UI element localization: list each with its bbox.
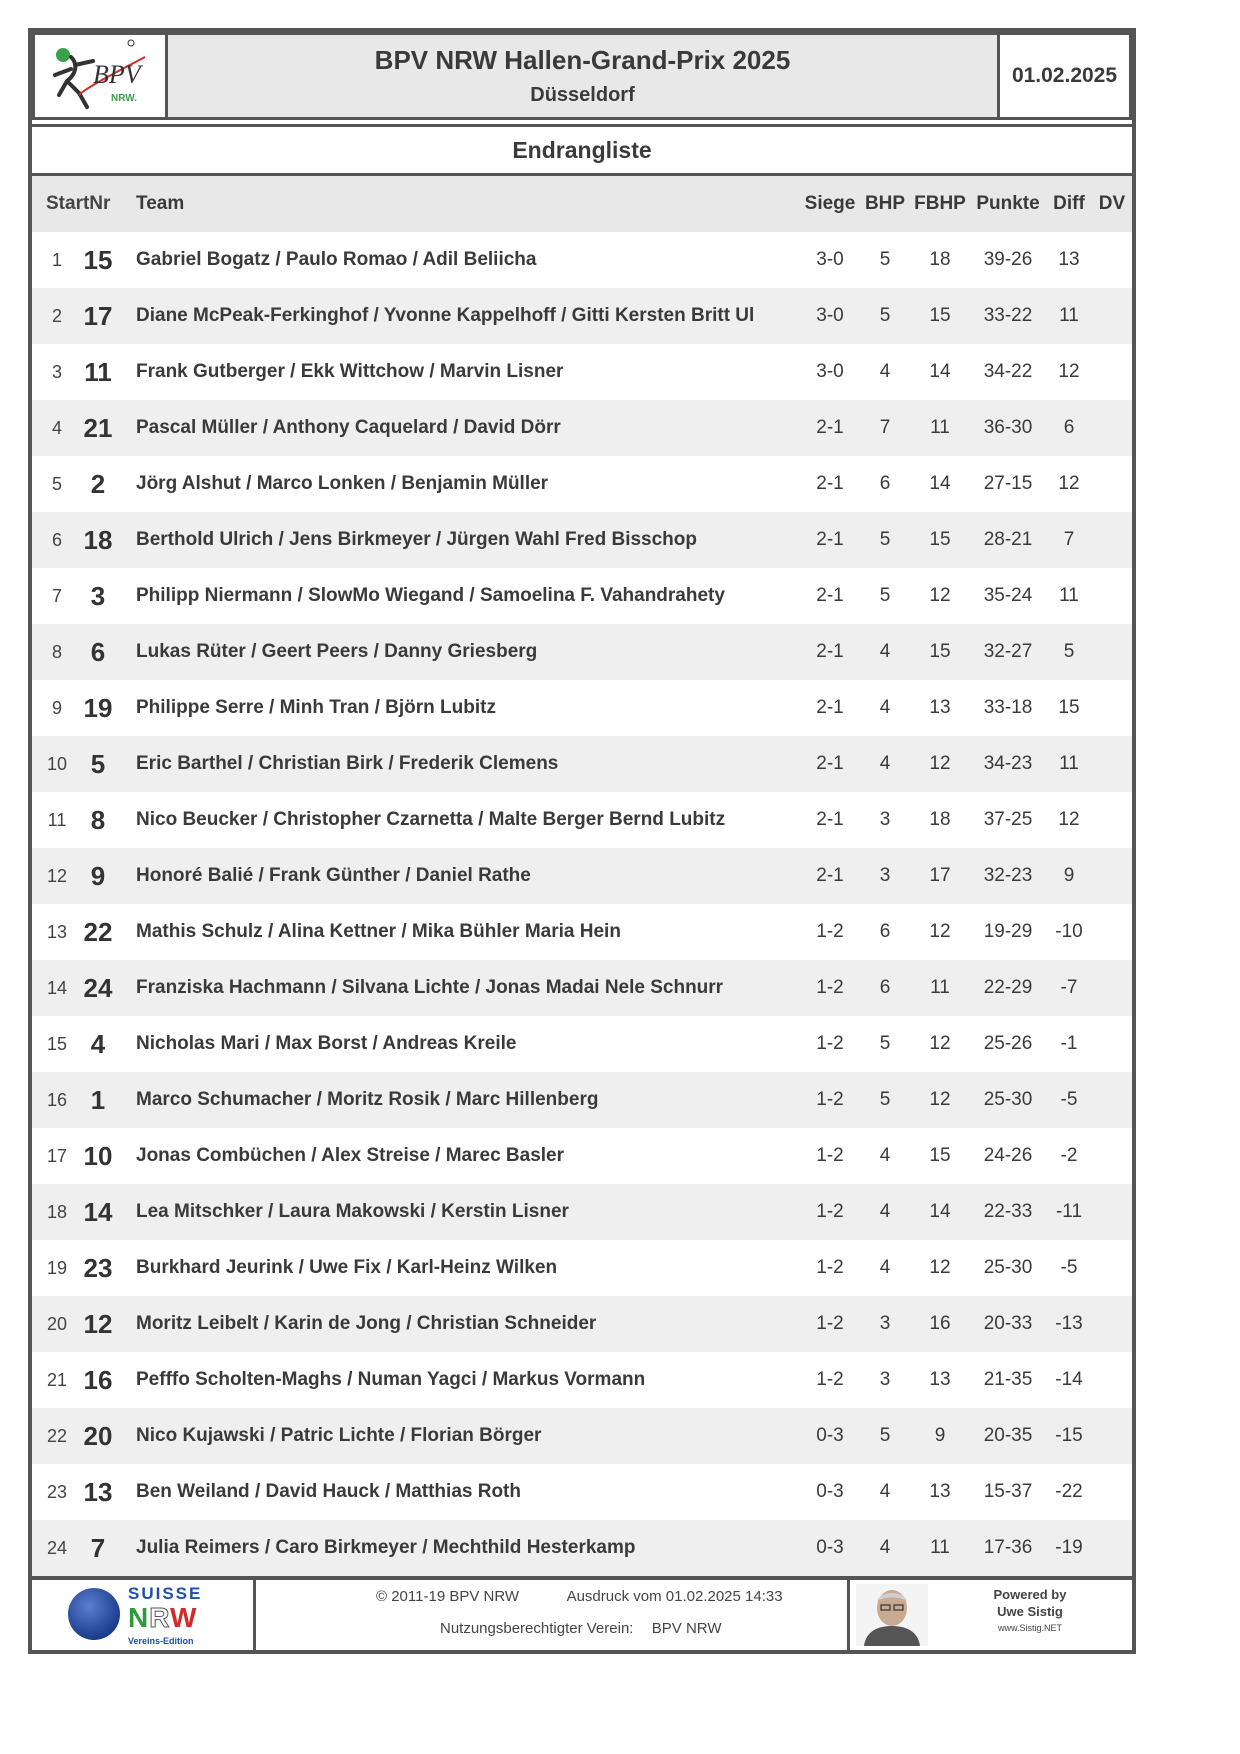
col-bhp: BHP <box>864 193 906 214</box>
cell-team: Gabriel Bogatz / Paulo Romao / Adil Beliicha <box>136 249 537 270</box>
cell-dv <box>1094 568 1130 624</box>
cell-siege: 2-1 <box>816 417 844 438</box>
cell-start: 3 <box>90 581 106 611</box>
table-row <box>32 736 1132 792</box>
cell-siege: 1-2 <box>816 1145 844 1166</box>
cell-team: Nico Kujawski / Patric Lichte / Florian Börger <box>136 1425 542 1446</box>
cell-rank: 16 <box>46 1090 68 1110</box>
cell-siege: 1-2 <box>816 921 844 942</box>
cell-fbhp: 15 <box>929 529 951 550</box>
cell-rank: 8 <box>51 642 62 662</box>
cell-diff: 12 <box>1058 473 1080 494</box>
cell-rank: 11 <box>47 810 67 830</box>
cell-punkte: 39-26 <box>983 249 1033 270</box>
cell-fbhp: 15 <box>929 641 951 662</box>
cell-bhp: 4 <box>879 697 891 718</box>
cell-rank: 22 <box>46 1426 68 1446</box>
cell-siege: 1-2 <box>816 977 844 998</box>
cell-team: Nico Beucker / Christopher Czarnetta / Malte Berger Bernd Lubitz <box>136 809 726 830</box>
page-subtitle: Endrangliste <box>32 124 1132 176</box>
cell-fbhp: 11 <box>930 1537 950 1558</box>
cell-fbhp: 11 <box>930 977 950 998</box>
cell-dv <box>1094 960 1130 1016</box>
cell-diff: -2 <box>1060 1145 1078 1166</box>
cell-bhp: 3 <box>879 865 891 886</box>
cell-team: Honoré Balié / Frank Günther / Daniel Rathe <box>136 865 531 886</box>
cell-siege: 1-2 <box>816 1257 844 1278</box>
svg-text:BPV: BPV <box>93 60 141 89</box>
cell-diff: 11 <box>1059 305 1079 326</box>
cell-start: 21 <box>83 413 113 443</box>
table-row <box>32 1016 1132 1072</box>
cell-siege: 3-0 <box>816 361 844 382</box>
cell-team: Lea Mitschker / Laura Makowski / Kerstin Lisner <box>136 1201 569 1222</box>
cell-dv <box>1094 624 1130 680</box>
cell-dv <box>1094 1296 1130 1352</box>
cell-start: 14 <box>83 1197 113 1227</box>
cell-bhp: 3 <box>879 809 891 830</box>
cell-diff: 7 <box>1063 529 1075 550</box>
cell-team: Nicholas Mari / Max Borst / Andreas Kreile <box>136 1033 517 1054</box>
cell-dv <box>1094 1408 1130 1464</box>
cell-team: Franziska Hachmann / Silvana Lichte / Jonas Madai Nele Schnurr <box>136 977 724 998</box>
cell-dv <box>1094 344 1130 400</box>
cell-punkte: 22-33 <box>983 1201 1033 1222</box>
cell-start: 20 <box>83 1421 113 1451</box>
cell-start: 5 <box>90 749 106 779</box>
table-row <box>32 344 1132 400</box>
cell-start: 2 <box>90 469 106 499</box>
cell-punkte: 21-35 <box>983 1369 1033 1390</box>
cell-rank: 9 <box>51 698 62 718</box>
suisse-nrw-logo <box>32 1580 256 1650</box>
cell-dv <box>1094 848 1130 904</box>
table-row <box>32 680 1132 736</box>
table-row <box>32 568 1132 624</box>
cell-team: Moritz Leibelt / Karin de Jong / Christian Schneider <box>136 1313 597 1334</box>
cell-siege: 2-1 <box>816 473 844 494</box>
cell-rank: 20 <box>46 1314 68 1334</box>
cell-fbhp: 11 <box>930 417 950 438</box>
cell-rank: 3 <box>51 362 62 382</box>
cell-siege: 2-1 <box>816 529 844 550</box>
cell-diff: -13 <box>1055 1313 1083 1334</box>
cell-bhp: 6 <box>879 977 891 998</box>
author-url: www.Sistig.NET <box>997 1623 1062 1633</box>
table-row <box>32 1520 1132 1576</box>
cell-diff: -22 <box>1055 1481 1083 1502</box>
cell-siege: 1-2 <box>816 1089 844 1110</box>
cell-fbhp: 13 <box>929 697 951 718</box>
ranking-table <box>32 176 1132 1576</box>
cell-team: Pascal Müller / Anthony Caquelard / David Dörr <box>136 417 561 438</box>
cell-start: 4 <box>90 1029 106 1059</box>
cell-start: 6 <box>90 637 106 667</box>
cell-team: Mathis Schulz / Alina Kettner / Mika Bühler Maria Hein <box>136 921 621 942</box>
cell-dv <box>1094 736 1130 792</box>
cell-start: 16 <box>83 1365 113 1395</box>
cell-start: 24 <box>83 973 113 1003</box>
club-label: Nutzungsberechtigter Verein: <box>440 1620 634 1637</box>
cell-team: Philippe Serre / Minh Tran / Björn Lubitz <box>136 697 496 718</box>
cell-punkte: 25-26 <box>983 1033 1033 1054</box>
cell-diff: -5 <box>1060 1089 1078 1110</box>
cell-punkte: 32-27 <box>983 641 1033 662</box>
logo-suisse: SUISSE <box>128 1584 203 1603</box>
cell-diff: -19 <box>1055 1537 1083 1558</box>
cell-start: 19 <box>83 693 113 723</box>
cell-dv <box>1094 1464 1130 1520</box>
cell-punkte: 32-23 <box>983 865 1033 886</box>
cell-punkte: 27-15 <box>983 473 1033 494</box>
cell-bhp: 6 <box>879 921 891 942</box>
cell-punkte: 25-30 <box>983 1257 1033 1278</box>
cell-team: Diane McPeak-Ferkinghof / Yvonne Kappelhoff / Gitti Kersten Britt Ul <box>136 305 755 326</box>
cell-bhp: 4 <box>879 1145 891 1166</box>
cell-siege: 0-3 <box>816 1481 844 1502</box>
powered-by: Powered by Uwe Sistig www.Sistig.NET <box>932 1586 1128 1637</box>
cell-bhp: 6 <box>879 473 891 494</box>
cell-punkte: 33-18 <box>983 697 1033 718</box>
cell-bhp: 5 <box>879 1033 891 1054</box>
cell-start: 22 <box>83 917 113 947</box>
cell-fbhp: 12 <box>929 585 951 606</box>
cell-fbhp: 12 <box>929 753 951 774</box>
cell-rank: 5 <box>51 474 62 494</box>
cell-rank: 17 <box>46 1146 68 1166</box>
cell-team: Burkhard Jeurink / Uwe Fix / Karl-Heinz Wilken <box>136 1257 558 1278</box>
table-row <box>32 1464 1132 1520</box>
cell-diff: 15 <box>1058 697 1080 718</box>
table-row <box>32 1352 1132 1408</box>
cell-start: 9 <box>90 861 106 891</box>
result-sheet <box>28 28 1136 1654</box>
cell-fbhp: 18 <box>929 809 951 830</box>
col-fbhp: FBHP <box>914 193 966 214</box>
cell-bhp: 4 <box>879 641 891 662</box>
table-body <box>32 232 1132 1576</box>
cell-team: Jonas Combüchen / Alex Streise / Marec Basler <box>136 1145 565 1166</box>
cell-siege: 1-2 <box>816 1369 844 1390</box>
cell-rank: 12 <box>46 866 68 886</box>
table-row <box>32 624 1132 680</box>
table-row <box>32 1240 1132 1296</box>
table-row <box>32 1184 1132 1240</box>
table-row <box>32 512 1132 568</box>
cell-dv <box>1094 232 1130 288</box>
cell-dv <box>1094 1520 1130 1576</box>
title-box <box>168 32 1000 120</box>
cell-siege: 2-1 <box>816 753 844 774</box>
cell-dv <box>1094 400 1130 456</box>
cell-dv <box>1094 1016 1130 1072</box>
cell-siege: 2-1 <box>816 697 844 718</box>
cell-fbhp: 12 <box>929 921 951 942</box>
cell-fbhp: 12 <box>929 1033 951 1054</box>
cell-fbhp: 9 <box>934 1425 946 1446</box>
cell-dv <box>1094 456 1130 512</box>
table-row <box>32 1128 1132 1184</box>
cell-punkte: 15-37 <box>983 1481 1033 1502</box>
cell-rank: 15 <box>46 1034 68 1054</box>
cell-siege: 1-2 <box>816 1033 844 1054</box>
cell-team: Pefffo Scholten-Maghs / Numan Yagci / Markus Vormann <box>136 1369 646 1390</box>
cell-bhp: 3 <box>879 1313 891 1334</box>
cell-start: 7 <box>90 1533 106 1563</box>
cell-fbhp: 15 <box>929 1145 951 1166</box>
cell-punkte: 20-33 <box>983 1313 1033 1334</box>
cell-diff: 11 <box>1059 753 1079 774</box>
cell-diff: 6 <box>1063 417 1075 438</box>
col-startnr: StartNr <box>46 193 111 214</box>
cell-siege: 3-0 <box>816 249 844 270</box>
cell-siege: 2-1 <box>816 585 844 606</box>
cell-team: Frank Gutberger / Ekk Wittchow / Marvin Lisner <box>136 361 564 382</box>
cell-start: 23 <box>83 1253 113 1283</box>
cell-start: 15 <box>83 245 113 275</box>
cell-diff: 9 <box>1063 865 1075 886</box>
cell-punkte: 36-30 <box>983 417 1033 438</box>
cell-fbhp: 14 <box>929 473 951 494</box>
cell-bhp: 5 <box>879 1089 891 1110</box>
cell-punkte: 25-30 <box>983 1089 1033 1110</box>
cell-bhp: 4 <box>879 1257 891 1278</box>
col-siege: Siege <box>804 193 856 214</box>
table-row <box>32 456 1132 512</box>
cell-punkte: 17-36 <box>983 1537 1033 1558</box>
table-row <box>32 848 1132 904</box>
cell-rank: 24 <box>46 1538 68 1558</box>
cell-punkte: 28-21 <box>983 529 1033 550</box>
cell-rank: 10 <box>46 754 68 774</box>
cell-dv <box>1094 1352 1130 1408</box>
cell-rank: 6 <box>51 530 62 550</box>
cell-diff: 5 <box>1063 641 1075 662</box>
cell-bhp: 5 <box>879 585 891 606</box>
col-dv: DV <box>1098 193 1126 214</box>
club-name: BPV NRW <box>651 1620 722 1637</box>
cell-team: Philipp Niermann / SlowMo Wiegand / Samoelina F. Vahandrahety <box>136 585 725 606</box>
cell-rank: 1 <box>51 250 62 270</box>
footer-info <box>256 1580 850 1650</box>
cell-diff: -1 <box>1060 1033 1078 1054</box>
cell-siege: 0-3 <box>816 1425 844 1446</box>
cell-fbhp: 16 <box>929 1313 951 1334</box>
cell-dv <box>1094 512 1130 568</box>
event-location: Düsseldorf <box>530 84 635 106</box>
globe-icon <box>66 1586 122 1642</box>
footer <box>32 1576 1132 1650</box>
col-diff: Diff <box>1053 193 1085 214</box>
cell-start: 17 <box>83 301 113 331</box>
copyright: © 2011-19 BPV NRW <box>376 1588 520 1605</box>
cell-fbhp: 13 <box>929 1481 951 1502</box>
cell-punkte: 37-25 <box>983 809 1033 830</box>
bpv-logo <box>32 32 168 120</box>
event-title: BPV NRW Hallen-Grand-Prix 2025 <box>374 45 791 75</box>
cell-diff: 11 <box>1059 585 1079 606</box>
cell-team: Berthold Ulrich / Jens Birkmeyer / Jürgen Wahl Fred Bisschop <box>136 529 697 550</box>
cell-diff: -11 <box>1055 1201 1083 1222</box>
cell-dv <box>1094 1240 1130 1296</box>
print-date: Ausdruck vom 01.02.2025 14:33 <box>566 1588 783 1605</box>
cell-fbhp: 17 <box>929 865 951 886</box>
author-photo-icon <box>856 1584 928 1646</box>
cell-siege: 2-1 <box>816 641 844 662</box>
cell-punkte: 33-22 <box>983 305 1033 326</box>
cell-rank: 7 <box>51 586 62 606</box>
cell-dv <box>1094 1184 1130 1240</box>
col-team: Team <box>136 193 185 214</box>
cell-bhp: 3 <box>879 1369 891 1390</box>
table-row <box>32 792 1132 848</box>
cell-rank: 13 <box>46 922 68 942</box>
cell-punkte: 19-29 <box>983 921 1033 942</box>
table-row <box>32 960 1132 1016</box>
cell-team: Eric Barthel / Christian Birk / Frederik Clemens <box>136 753 559 774</box>
cell-dv <box>1094 904 1130 960</box>
cell-diff: -5 <box>1060 1257 1078 1278</box>
cell-rank: 21 <box>46 1370 68 1390</box>
cell-punkte: 24-26 <box>983 1145 1033 1166</box>
cell-punkte: 35-24 <box>983 585 1033 606</box>
cell-dv <box>1094 288 1130 344</box>
cell-bhp: 4 <box>879 1201 891 1222</box>
cell-start: 10 <box>83 1141 113 1171</box>
table-row <box>32 400 1132 456</box>
table-row <box>32 288 1132 344</box>
col-punkte: Punkte <box>976 193 1040 214</box>
logo-nrw: NRW <box>128 1602 198 1633</box>
cell-diff: 12 <box>1058 809 1080 830</box>
cell-bhp: 7 <box>879 417 891 438</box>
cell-siege: 1-2 <box>816 1313 844 1334</box>
cell-diff: -14 <box>1055 1369 1083 1390</box>
svg-text:NRW.: NRW. <box>111 93 137 104</box>
cell-fbhp: 12 <box>929 1257 951 1278</box>
event-date: 01.02.2025 <box>1000 32 1132 120</box>
cell-team: Lukas Rüter / Geert Peers / Danny Griesberg <box>136 641 538 662</box>
cell-punkte: 20-35 <box>983 1425 1033 1446</box>
cell-bhp: 5 <box>879 305 891 326</box>
cell-siege: 1-2 <box>816 1201 844 1222</box>
cell-rank: 2 <box>51 306 62 326</box>
cell-diff: -10 <box>1055 921 1083 942</box>
table-row <box>32 1296 1132 1352</box>
cell-fbhp: 14 <box>929 361 951 382</box>
cell-punkte: 22-29 <box>983 977 1033 998</box>
cell-bhp: 4 <box>879 1481 891 1502</box>
cell-start: 13 <box>83 1477 113 1507</box>
cell-siege: 2-1 <box>816 809 844 830</box>
cell-punkte: 34-22 <box>983 361 1033 382</box>
cell-start: 8 <box>90 805 106 835</box>
cell-fbhp: 13 <box>929 1369 951 1390</box>
cell-rank: 14 <box>46 978 68 998</box>
cell-diff: -15 <box>1055 1425 1083 1446</box>
header <box>32 32 1132 122</box>
table-row <box>32 232 1132 288</box>
cell-diff: -7 <box>1060 977 1078 998</box>
cell-rank: 18 <box>46 1202 68 1222</box>
cell-dv <box>1094 680 1130 736</box>
cell-diff: 12 <box>1058 361 1080 382</box>
cell-team: Marco Schumacher / Moritz Rosik / Marc Hillenberg <box>136 1089 599 1110</box>
cell-bhp: 4 <box>879 1537 891 1558</box>
cell-start: 1 <box>90 1085 106 1115</box>
cell-fbhp: 15 <box>929 305 951 326</box>
cell-rank: 4 <box>51 418 62 438</box>
cell-diff: 13 <box>1058 249 1080 270</box>
cell-fbhp: 12 <box>929 1089 951 1110</box>
cell-team: Julia Reimers / Caro Birkmeyer / Mechthild Hesterkamp <box>136 1537 636 1558</box>
table-row <box>32 1072 1132 1128</box>
cell-bhp: 5 <box>879 529 891 550</box>
table-row <box>32 904 1132 960</box>
cell-bhp: 5 <box>879 249 891 270</box>
cell-start: 18 <box>83 525 113 555</box>
cell-siege: 0-3 <box>816 1537 844 1558</box>
cell-bhp: 5 <box>879 1425 891 1446</box>
cell-siege: 3-0 <box>816 305 844 326</box>
table-row <box>32 1408 1132 1464</box>
cell-bhp: 4 <box>879 361 891 382</box>
cell-fbhp: 18 <box>929 249 951 270</box>
cell-punkte: 34-23 <box>983 753 1033 774</box>
table-header <box>32 176 1132 232</box>
cell-team: Ben Weiland / David Hauck / Matthias Roth <box>136 1481 521 1502</box>
cell-rank: 23 <box>46 1482 68 1502</box>
author-name: Uwe Sistig <box>997 1604 1063 1619</box>
cell-bhp: 4 <box>879 753 891 774</box>
cell-dv <box>1094 1072 1130 1128</box>
cell-dv <box>1094 792 1130 848</box>
cell-start: 11 <box>84 357 112 387</box>
cell-rank: 19 <box>46 1258 68 1278</box>
cell-fbhp: 14 <box>929 1201 951 1222</box>
petanque-player-icon <box>35 35 165 117</box>
cell-team: Jörg Alshut / Marco Lonken / Benjamin Müller <box>136 473 549 494</box>
cell-siege: 2-1 <box>816 865 844 886</box>
logo-edition: Vereins-Edition <box>128 1636 194 1646</box>
cell-dv <box>1094 1128 1130 1184</box>
cell-start: 12 <box>83 1309 113 1339</box>
